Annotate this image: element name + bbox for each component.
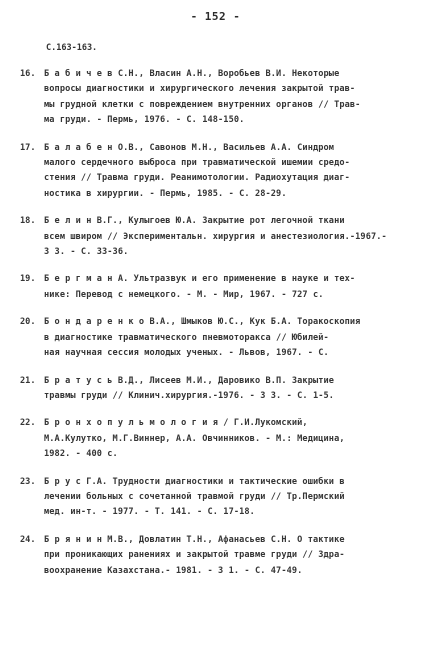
entry-number: 21. — [20, 375, 36, 386]
entry-text: Б р а т у с ь В.Д., Лисеев М.И., Даровико В.П. Закрытие травмы груди // Клинич.хирургия.-1976. - З 3. - С. 1-5. — [44, 375, 335, 401]
bibliography-entry — [20, 67, 420, 129]
entry-number: 18. — [20, 216, 36, 227]
bibliography-entry — [20, 214, 420, 260]
bibliography-entry — [20, 141, 420, 203]
entry-number: 24. — [20, 534, 36, 545]
page-number: - 152 - — [190, 10, 241, 23]
bibliography-entry — [20, 475, 420, 521]
bibliography-entry — [20, 374, 420, 405]
entry-text: Б е л и н В.Г., Кулыгоев Ю.А. Закрытие рот легочной ткани всем швиром // Экспериментальн. хирургия и анестезиология.-1967.- З 3. - С. 33-36. — [44, 216, 387, 258]
entry-number: 16. — [20, 69, 36, 79]
bibliography-entry — [20, 315, 420, 361]
entry-number: 20. — [20, 317, 36, 328]
entry-number: 23. — [20, 476, 36, 487]
entry-text: Б р у с Г.А. Трудности диагностики и тактические ошибки в лечении больных с сочетанной травмой груди // Тр.Пермский мед. ин-т. - 1977. - Т. 141. - С. 17-18. — [44, 476, 345, 518]
entry-text: Б а б и ч е в С.Н., Власин А.Н., Воробьев В.И. Некоторые вопросы диагностики и хирургического лечения закрытой трав- мы грудной клетки с повреждением внутренних органов // Трав- ма груди. - Пермь, 1976. - С. 148-150. — [44, 69, 361, 126]
entry-number: 22. — [20, 418, 36, 429]
entry-text: Б р о н х о п у л ь м о л о г и я / Г.И.Лукомский, М.А.Кулутко, М.Г.Виннер, А.А. Овчинников. - М.: Медицина, 1982. - 400 с. — [44, 418, 345, 460]
entry-number: 19. — [20, 274, 36, 285]
bibliography-list — [20, 67, 420, 591]
entry-text: Б р я н и н М.В., Довлатин Т.Н., Афанасьев С.Н. О тактике при проникающих ранениях и закрытой травме груди // Здра- воохранение Казахстана.- 1981. - З 1. - С. 47-49. — [44, 534, 345, 576]
entry-text: Б е р г м а н А. Ультразвук и его применение в науке и тех- нике: Перевод с немецкого. - М. - Мир, 1967. - 727 с. — [44, 274, 356, 300]
entry-text: Б а л а б е н О.В., Савонов М.Н., Васильев А.А. Синдром малого сердечного выброса при травматической ишемии средо- стения // Травма груди. Реанимотологии. Радиохутация диаг- ностика в хирургии. - Пермь, 1985. - С. 28-29. — [44, 142, 350, 199]
entry-number: 17. — [20, 142, 36, 153]
entry-text: Б о н д а р е н к о В.А., Шмыков Ю.С., Кук Б.А. Торакоскопия в диагностике травматического пневмоторакса // Юбилей- ная научная сессия молодых ученых. - Львов, 1967. - С. — [44, 317, 361, 359]
bibliography-entry — [20, 272, 420, 303]
bibliography-entry — [20, 416, 420, 462]
carryover-text: С.163-163. — [46, 43, 98, 53]
bibliography-entry — [20, 533, 420, 579]
